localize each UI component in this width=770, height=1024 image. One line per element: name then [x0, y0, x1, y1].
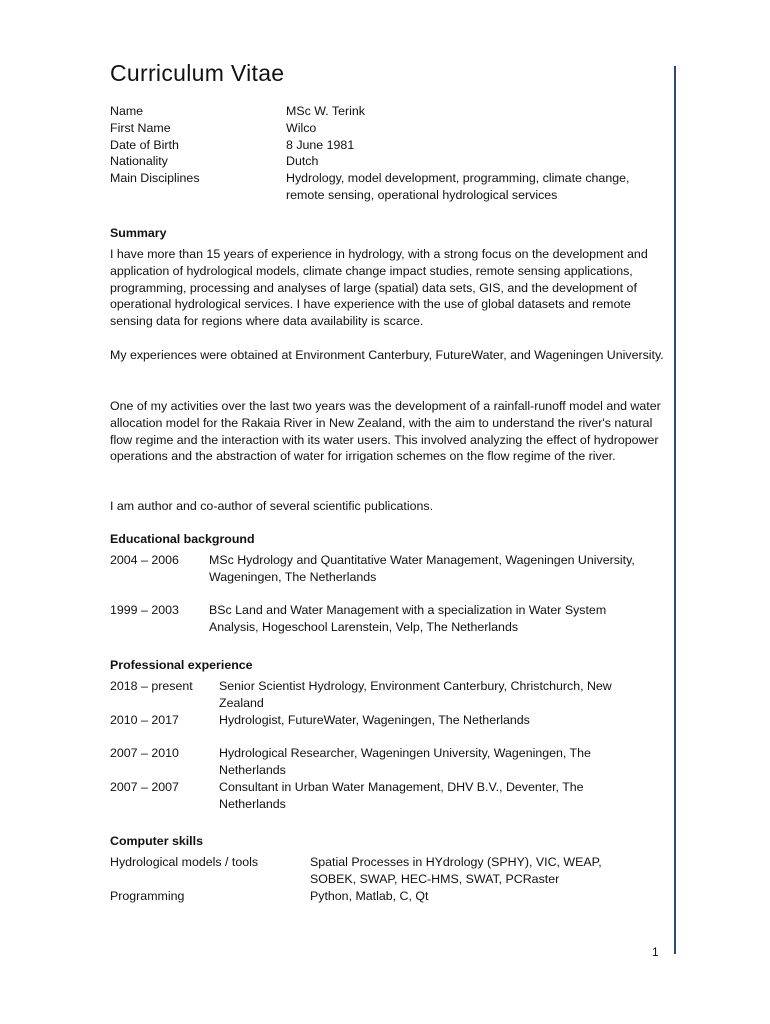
personal-row	[110, 153, 665, 170]
summary-paragraph: One of my activities over the last two years was the development of a rainfall-runoff model and water allocation model for the Rakaia River in New Zealand, with the aim to understand the river's natural flow regime and the interaction with its water users. This involved analyzing the effect of hydropower operations and the abstraction of water for irrigation schemes on the flow regime of the river.	[110, 399, 661, 464]
education-period: 1999 – 2003	[110, 603, 179, 617]
experience-period: 2007 – 2007	[110, 780, 179, 794]
field-label: Name	[110, 104, 144, 118]
experience-period: 2018 – present	[110, 679, 193, 693]
field-label: Nationality	[110, 154, 168, 169]
experience-item	[110, 745, 665, 779]
page-number: 1	[652, 945, 659, 959]
field-value: Dutch	[286, 154, 319, 169]
summary-paragraph: My experiences were obtained at Environment Canterbury, FutureWater, and Wageningen University.	[110, 348, 664, 362]
education-text: MSc Hydrology and Quantitative Water Management, Wageningen University, Wageningen, The Netherlands	[209, 553, 635, 584]
skills-item	[110, 854, 665, 888]
education-heading: Educational background	[110, 532, 255, 546]
experience-period: 2010 – 2017	[110, 713, 179, 727]
experience-item	[110, 712, 665, 729]
field-value: 8 June 1981	[286, 137, 355, 152]
experience-text: Hydrological Researcher, Wageningen University, Wageningen, The Netherlands	[219, 746, 591, 777]
skills-value: Python, Matlab, C, Qt	[310, 889, 429, 903]
margin-rule	[674, 66, 676, 954]
field-value: Hydrology, model development, programming, climate change, remote sensing, operational hydrological services	[286, 171, 630, 202]
experience-period: 2007 – 2010	[110, 746, 179, 760]
field-label: Date of Birth	[110, 137, 179, 152]
skills-label: Hydrological models / tools	[110, 855, 259, 869]
education-period: 2004 – 2006	[110, 553, 179, 567]
document-title: Curriculum Vitae	[110, 60, 285, 86]
field-label: Main Disciplines	[110, 171, 200, 186]
experience-item	[110, 678, 665, 712]
field-value: MSc W. Terink	[286, 104, 365, 118]
personal-details	[110, 103, 665, 204]
experience-item	[110, 779, 665, 813]
experience-text: Hydrologist, FutureWater, Wageningen, The Netherlands	[219, 713, 530, 727]
skills-label: Programming	[110, 889, 185, 903]
personal-row	[110, 137, 665, 154]
personal-row	[110, 170, 665, 204]
personal-row	[110, 120, 665, 137]
summary-paragraph: I have more than 15 years of experience in hydrology, with a strong focus on the development and application of hydrological models, climate change impact studies, remote sensing applications, programming, processing and analyses of large (spatial) data sets, GIS, and the development of operational hydrological services. I have experience with the use of global datasets and remote sensing data for regions where data availability is scarce.	[110, 247, 648, 329]
skills-value: Spatial Processes in HYdrology (SPHY), VIC, WEAP, SOBEK, SWAP, HEC-HMS, SWAT, PCRaster	[310, 855, 602, 886]
skills-heading: Computer skills	[110, 834, 203, 848]
experience-text: Senior Scientist Hydrology, Environment Canterbury, Christchurch, New Zealand	[219, 679, 612, 710]
experience-heading: Professional experience	[110, 658, 253, 672]
field-value: Wilco	[286, 120, 317, 135]
summary-paragraph: I am author and co-author of several scientific publications.	[110, 499, 434, 513]
education-item	[110, 602, 665, 636]
summary-heading: Summary	[110, 226, 167, 240]
education-text: BSc Land and Water Management with a specialization in Water System Analysis, Hogeschool Larenstein, Velp, The Netherlands	[209, 603, 607, 634]
experience-text: Consultant in Urban Water Management, DHV B.V., Deventer, The Netherlands	[219, 780, 584, 811]
skills-item	[110, 888, 665, 905]
education-item	[110, 552, 665, 586]
field-label: First Name	[110, 120, 171, 135]
personal-row	[110, 103, 665, 120]
